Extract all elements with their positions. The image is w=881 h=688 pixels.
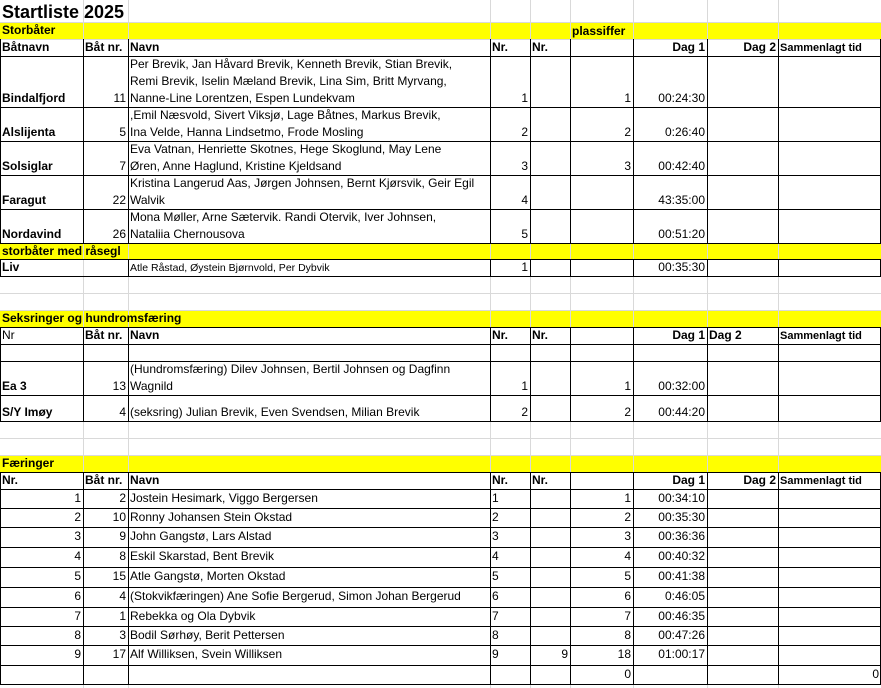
crew-names-line: Øren, Anne Haglund, Kristine Kjeldsand [130, 159, 342, 173]
day1-time: 43:35:00 [658, 193, 705, 207]
nr-value-2 [530, 527, 570, 547]
nr-value: 6 [492, 589, 499, 603]
nr-value: 5 [521, 227, 528, 241]
header-batnr: Båt nr. [85, 473, 123, 487]
day1-time: 01:00:17 [658, 647, 705, 661]
crew-names: Bodil Sørhøy, Berit Pettersen [130, 628, 285, 642]
crew-names [128, 361, 490, 395]
day1-time: 00:47:26 [658, 628, 705, 642]
row-border [0, 421, 881, 422]
crew-names: Atle Gangstø, Morten Okstad [130, 569, 286, 583]
boat-number: 4 [119, 405, 126, 419]
header-dag1: Dag 1 [672, 40, 705, 54]
day1-time: 00:44:20 [658, 405, 705, 419]
header-sammenlagt: Sammenlagt tid [780, 42, 862, 54]
day1-time: 00:35:30 [658, 260, 705, 274]
row-number: 4 [74, 549, 81, 563]
header-nr: Nr. [492, 473, 509, 487]
row-number: 5 [74, 569, 81, 583]
row-number: 2 [74, 510, 81, 524]
header-batnavn: Båtnavn [2, 40, 50, 54]
row-number: 3 [74, 529, 81, 543]
section-rasegl: storbåter med råsegl [2, 244, 121, 258]
nr-value: 1 [521, 91, 528, 105]
placement-value: 5 [624, 569, 631, 583]
page-title: Startliste 2025 [2, 2, 125, 22]
boat-number: 5 [119, 125, 126, 139]
crew-names-line: Kristina Langerud Aas, Jørgen Johnsen, Bernt Kjørsvik, Geir Egil [130, 176, 475, 190]
column-border [530, 259, 531, 276]
placement-value: 8 [624, 628, 631, 642]
nr-value: 8 [492, 628, 499, 642]
boat-name: S/Y Imøy [2, 405, 53, 419]
placement-value: 6 [624, 589, 631, 603]
header-sammenlagt: Sammenlagt tid [780, 475, 862, 487]
nr-value-2 [530, 56, 570, 107]
placement-value [570, 175, 633, 209]
nr-value: 3 [492, 529, 499, 543]
column-border [778, 39, 779, 243]
sammenlagt-total: 0 [872, 667, 879, 681]
nr-value: 4 [521, 193, 528, 207]
placement-value: 7 [624, 609, 631, 623]
nr-value: 2 [521, 405, 528, 419]
header-dag1: Dag 1 [672, 328, 705, 342]
nr-value-2: 9 [561, 647, 568, 661]
nr-value-2 [530, 508, 570, 527]
boat-number: 2 [119, 491, 126, 505]
placement-value: 1 [624, 379, 631, 393]
header-sammenlagt: Sammenlagt tid [780, 330, 862, 342]
boat-number: 9 [119, 529, 126, 543]
boat-name: Liv [2, 260, 20, 274]
boat-name: Ea 3 [2, 379, 27, 393]
crew-names: Ronny Johansen Stein Okstad [130, 510, 293, 524]
header-nr-col: Nr [2, 328, 15, 342]
day1-time: 00:40:32 [658, 549, 705, 563]
boat-name: Faragut [2, 193, 47, 207]
column-border [707, 39, 708, 243]
section-faeringer: Færinger [2, 456, 55, 470]
crew-names-line: (seksring) Julian Brevik, Even Svendsen, Milian Brevik [130, 405, 420, 419]
column-border [778, 472, 779, 684]
day1-time: 00:35:30 [658, 510, 705, 524]
nr-value: 4 [492, 549, 499, 563]
boat-name: Alslijenta [2, 125, 56, 139]
column-border [707, 259, 708, 276]
header-nr: Nr. [492, 40, 509, 54]
day1-time: 0:46:05 [664, 589, 705, 603]
row-number: 7 [74, 609, 81, 623]
nr-value-2 [530, 141, 570, 175]
placement-value: 3 [624, 529, 631, 543]
header-nr-2: Nr. [532, 473, 549, 487]
placement-value: 1 [624, 491, 631, 505]
boat-name: Solsiglar [2, 159, 53, 173]
row-border [0, 665, 881, 666]
crew-names-line: Mona Møller, Arne Sætervik. Randi Otervik, Iver Johnsen, [130, 210, 437, 224]
row-border [0, 438, 881, 439]
row-border [0, 293, 881, 294]
placement-value [570, 209, 633, 243]
section-seksringer: Seksringer og hundromsfæring [2, 311, 182, 325]
row-border [0, 684, 881, 685]
column-border [778, 259, 779, 276]
header-navn: Navn [130, 328, 160, 342]
nr-value-2 [530, 175, 570, 209]
boat-number: 3 [119, 628, 126, 642]
crew-names-line: Wagnild [130, 379, 173, 393]
placement-value: 2 [624, 125, 631, 139]
crew-names [128, 141, 490, 175]
nr-value-2 [530, 607, 570, 626]
header-nr-2: Nr. [532, 40, 549, 54]
boat-number: 22 [112, 193, 126, 207]
section-storbater: Storbåter [2, 23, 56, 37]
boat-name: Bindalfjord [2, 91, 66, 105]
placement-value: 18 [617, 647, 631, 661]
crew-names-line: (Hundromsfæring) Dilev Johnsen, Bertil Johnsen og Dagfinn [130, 362, 451, 376]
header-dag2: Dag 2 [743, 473, 776, 487]
nr-value: 7 [492, 609, 499, 623]
nr-value-2 [530, 107, 570, 141]
crew-names [128, 175, 490, 209]
boat-number: 4 [119, 589, 126, 603]
boat-number: 7 [119, 159, 126, 173]
header-dag2: Dag 2 [743, 40, 776, 54]
day1-time: 00:34:10 [658, 491, 705, 505]
crew-names: Rebekka og Ola Dybvik [130, 609, 256, 623]
nr-value: 9 [492, 647, 499, 661]
crew-names: Alf Williksen, Svein Williksen [130, 647, 283, 661]
header-nr-2: Nr. [532, 328, 549, 342]
boat-number: 17 [112, 647, 126, 661]
crew-names [128, 209, 490, 243]
crew-names-line: ,Emil Næsvold, Sivert Viksjø, Lage Båtnes, Markus Brevik, [130, 108, 441, 122]
nr-value: 5 [492, 569, 499, 583]
boat-number: 15 [112, 569, 126, 583]
boat-name: Nordavind [2, 227, 62, 241]
crew-names-line: Eva Vatnan, Henriette Skotnes, Hege Skoglund, May Lene [130, 142, 442, 156]
crew-names [128, 395, 490, 421]
header-navn: Navn [130, 40, 160, 54]
placement-value: 4 [624, 549, 631, 563]
boat-number: 13 [112, 379, 126, 393]
header-batnr: Båt nr. [85, 328, 123, 342]
row-border [0, 276, 881, 277]
column-border [707, 472, 708, 684]
crew-names [128, 107, 490, 141]
crew-names-line: Nataliia Chernousova [130, 227, 245, 241]
crew-names: Eskil Skarstad, Bent Brevik [130, 549, 275, 563]
nr-value: 1 [521, 379, 528, 393]
header-batnr: Båt nr. [85, 40, 123, 54]
nr-value-2 [530, 626, 570, 645]
header-nr: Nr. [492, 328, 509, 342]
day1-time: 00:36:36 [658, 529, 705, 543]
nr-value: 2 [521, 125, 528, 139]
crew-names-line: Nanne-Line Lorentzen, Espen Lundekvam [130, 91, 355, 105]
boat-number: 1 [119, 609, 126, 623]
crew-names: (Stokvikfæringen) Ane Sofie Bergerud, Simon Johan Bergerud [130, 589, 461, 603]
day1-time: 0:26:40 [664, 125, 705, 139]
crew-names: Jostein Hesimark, Viggo Bergersen [130, 491, 318, 505]
crew-names-line: Ina Velde, Hanna Lindsetmo, Frode Mosling [130, 125, 364, 139]
placement-value: 2 [624, 510, 631, 524]
crew-names-line: Walvik [130, 193, 165, 207]
day1-time: 00:51:20 [658, 227, 705, 241]
day1-time: 00:32:00 [658, 379, 705, 393]
boat-number: 26 [112, 227, 126, 241]
row-number: 6 [74, 589, 81, 603]
nr-value-2 [530, 587, 570, 607]
crew-names-line: Remi Brevik, Iselin Mæland Brevik, Lina Sim, Britt Myrvang, [130, 74, 447, 88]
nr-value: 1 [521, 260, 528, 274]
crew-names: John Gangstø, Lars Alstad [130, 529, 272, 543]
header-dag1: Dag 1 [672, 473, 705, 487]
crew-names: Atle Råstad, Øystein Bjørnvold, Per Dybvik [130, 262, 330, 274]
placement-value: 1 [624, 91, 631, 105]
crew-names-line: Per Brevik, Jan Håvard Brevik, Kenneth Brevik, Stian Brevik, [130, 57, 453, 71]
nr-value-2 [530, 547, 570, 567]
day1-time: 00:24:30 [658, 91, 705, 105]
header-navn: Navn [130, 473, 160, 487]
row-number: 1 [74, 491, 81, 505]
boat-number: 11 [113, 91, 126, 105]
plassiffer-label: plassiffer [572, 24, 626, 38]
day1-time: 00:46:35 [658, 609, 705, 623]
boat-number: 8 [119, 549, 126, 563]
nr-value: 2 [492, 510, 499, 524]
row-border [0, 344, 881, 345]
nr-value: 3 [521, 159, 528, 173]
row-number: 8 [74, 628, 81, 642]
header-nr-col: Nr. [2, 473, 19, 487]
nr-value-2 [530, 209, 570, 243]
day1-time: 00:42:40 [658, 159, 705, 173]
row-number: 9 [74, 647, 81, 661]
nr-value: 1 [492, 491, 499, 505]
placement-value: 3 [624, 159, 631, 173]
placement-value: 2 [624, 405, 631, 419]
nr-value-2 [530, 489, 570, 508]
nr-value-2 [530, 567, 570, 587]
boat-number: 10 [112, 510, 126, 524]
placement-total: 0 [624, 667, 631, 681]
crew-names [128, 56, 490, 107]
day1-time: 00:41:38 [658, 569, 705, 583]
column-border [570, 259, 571, 276]
header-dag2: Dag 2 [709, 328, 742, 342]
